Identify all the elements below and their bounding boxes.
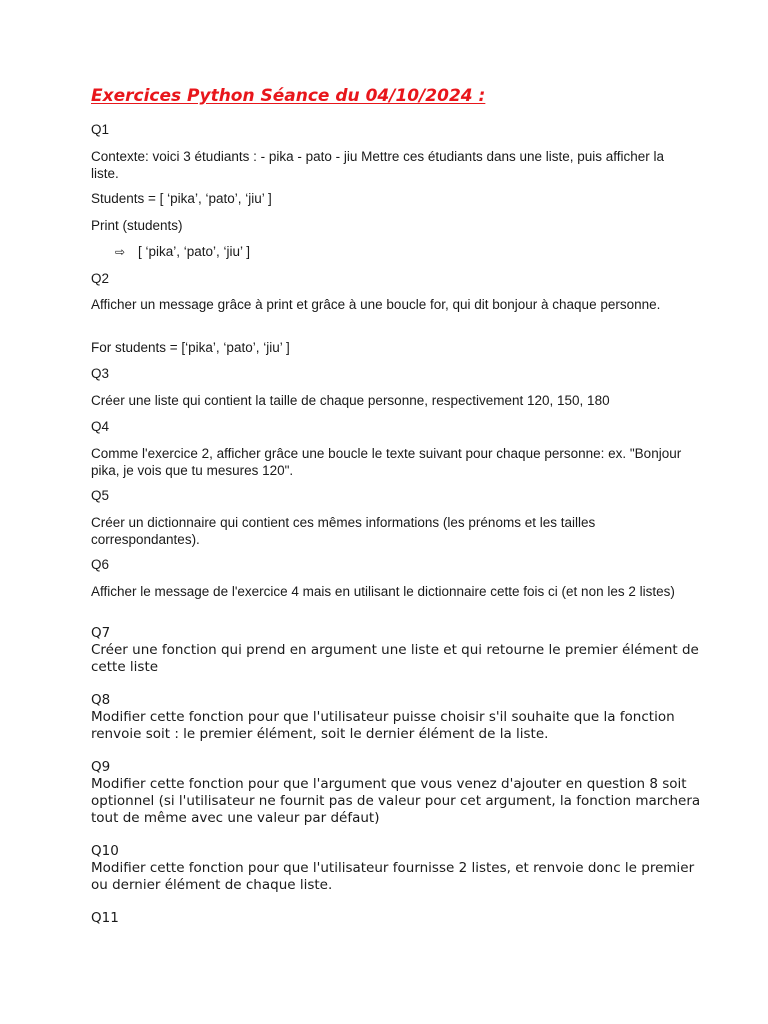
q3-text: Créer une liste qui contient la taille de chaque personne, respectivement 120, 150, 180 (91, 393, 610, 408)
q1-label: Q1 (91, 122, 110, 137)
q1-result: [ ‘pika’, ‘pato’, ‘jiu’ ] (138, 244, 251, 259)
q1-result-line (115, 243, 250, 261)
q7-label: Q7 (91, 625, 111, 641)
q1-context: Contexte: voici 3 étudiants : - pika - pato - jiu Mettre ces étudiants dans une liste, puis afficher la liste. (91, 149, 665, 181)
arrow-right-outline-icon: ⇨ (115, 245, 126, 259)
q3-label: Q3 (91, 366, 110, 381)
q6-text: Afficher le message de l'exercice 4 mais en utilisant le dictionnaire cette fois ci (et non les 2 listes) (91, 584, 675, 599)
q2-text: Afficher un message grâce à print et grâce à une boucle for, qui dit bonjour à chaque personne. (91, 297, 661, 312)
q4-text: Comme l'exercice 2, afficher grâce une boucle le texte suivant pour chaque personne: ex. "Bonjour pika, je vois que tu mesures 120". (91, 446, 682, 478)
q2-label: Q2 (91, 271, 110, 286)
q10-label: Q10 (91, 843, 119, 859)
q9-text: Modifier cette fonction pour que l'argument que vous venez d'ajouter en question 8 soit optionnel (si l'utilisateur ne fournit pas de valeur pour cet argument, la fonction marchera tout de même avec une valeur par défaut) (91, 776, 701, 826)
q1-code-print: Print (students) (91, 218, 183, 233)
q8-text: Modifier cette fonction pour que l'utilisateur puisse choisir s'il souhaite que la fonction renvoie soit : le premier élément, soit le dernier élément de la liste. (91, 709, 675, 742)
q5-label: Q5 (91, 488, 110, 503)
q10-text: Modifier cette fonction pour que l'utilisateur fournisse 2 listes, et renvoie donc le premier ou dernier élément de chaque liste. (91, 860, 695, 893)
q8-label: Q8 (91, 692, 111, 708)
q5-text: Créer un dictionnaire qui contient ces mêmes informations (les prénoms et les tailles correspondantes). (91, 515, 596, 547)
q7-text: Créer une fonction qui prend en argument une liste et qui retourne le premier élément de cette liste (91, 642, 699, 675)
q9-label: Q9 (91, 759, 111, 775)
q6-label: Q6 (91, 557, 110, 572)
q1-code-students: Students = [ ‘pika’, ‘pato’, ‘jiu’ ] (91, 191, 272, 206)
q11-label: Q11 (91, 910, 119, 926)
document-title: Exercices Python Séance du 04/10/2024 : (91, 86, 486, 106)
q2-code: For students = [‘pika’, ‘pato’, ‘jiu’ ] (91, 340, 290, 355)
q4-label: Q4 (91, 419, 110, 434)
